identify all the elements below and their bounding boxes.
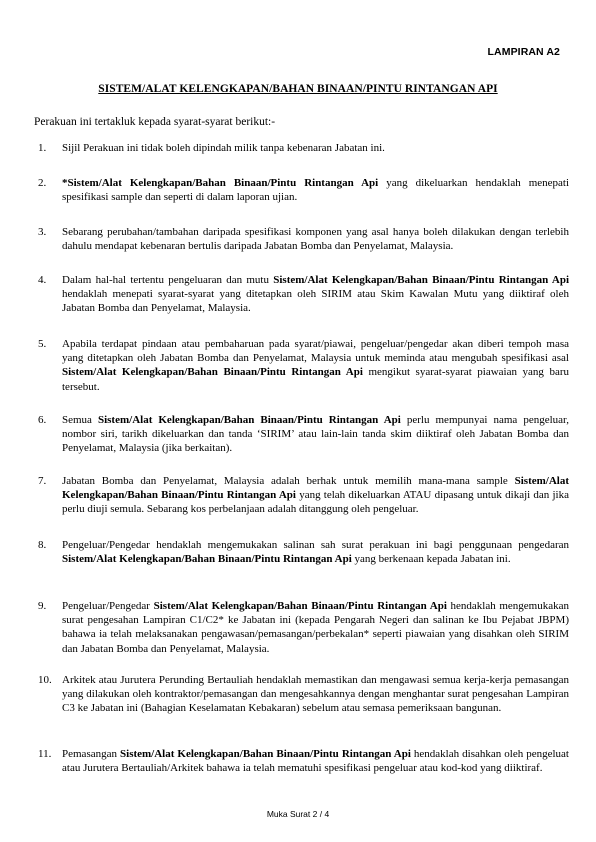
clause-text [62, 673, 569, 716]
clause-item [38, 337, 569, 394]
clause-text-run: hendaklah disahkan oleh pengeluat atau Jurutera Bertauliah/Arkitek bahawa ia telah mematuhi spesifikasi pengeluar atau kod-kod yang diiktiraf. [62, 748, 569, 775]
clause-item [38, 225, 569, 253]
clause-text-run: yang berkenaan kepada Jabatan ini. [351, 553, 511, 566]
clause-text-run: Pengeluar/Pengedar [62, 600, 154, 612]
clause-number: 4. [38, 274, 47, 286]
clause-text-bold: Sistem/Alat Kelengkapan/Bahan Binaan/Pintu Rintangan Api [62, 475, 569, 502]
clause-item [38, 538, 569, 566]
clause-text-run: perlu mempunyai nama pengeluar, nombor siri, tarikh dikeluarkan dan tanda ‘SIRIM’ atau lain-lain tanda skim diiktiraf oleh Jabatan Bomba dan Penyelamat, Malaysia (jika berkaitan). [62, 414, 569, 455]
clause-text [62, 747, 569, 775]
clause-text [62, 599, 569, 656]
intro-text: Perakuan ini tertakluk kepada syarat-syarat berikut:- [34, 116, 276, 128]
clause-number: 11. [38, 748, 52, 760]
clause-text-run: hendaklah mengemukakan surat pengesahan Lampiran C1/C2* ke Jabatan ini (kepada Pengarah Negeri dan salinan ke Ibu Pejabat JBPM) bahawa ia telah melaksanakan pengawasan/pemasangan/perbekalan* seperti piawaian yang disahkan oleh SIRIM dan Jabatan Bomba dan Penyelamat, Malaysia. [62, 600, 569, 655]
clause-text [62, 141, 569, 155]
clause-text-bold: Sistem/Alat Kelengkapan/Bahan Binaan/Pintu Rintangan Api [153, 600, 447, 612]
clause-text [62, 474, 569, 517]
document-title: SISTEM/ALAT KELENGKAPAN/BAHAN BINAAN/PINTU RINTANGAN API [98, 83, 498, 95]
clause-text [62, 538, 569, 566]
clause-text [62, 273, 569, 316]
clause-number: 5. [38, 338, 47, 350]
clause-number: 9. [38, 600, 47, 612]
clause-text-bold: Sistem/Alat Kelengkapan/Bahan Binaan/Pintu Rintangan Api [97, 414, 401, 426]
clause-item [38, 747, 569, 775]
clause-item [38, 141, 569, 155]
clause-item [38, 413, 569, 456]
page-number: Muka Surat 2 / 4 [266, 809, 330, 819]
clause-text-bold: *Sistem/Alat Kelengkapan/Bahan Binaan/Pintu Rintangan Api [62, 177, 379, 189]
clause-item [38, 273, 569, 316]
clause-item [38, 673, 569, 716]
clause-number: 7. [38, 475, 47, 487]
clause-text [62, 413, 569, 456]
clause-text-run: Pemasangan [62, 748, 121, 760]
clause-text-run: Jabatan Bomba dan Penyelamat, Malaysia adalah berhak untuk memilih mana-mana sample [62, 475, 515, 487]
clause-text-bold: Sistem/Alat Kelengkapan/Bahan Binaan/Pintu Rintangan Api [120, 748, 411, 760]
clause-text-run: Pengeluar/Pengedar hendaklah mengemukakan salinan sah surat perakuan ini bagi penggunaan pengedaran [62, 539, 569, 551]
clause-number: 6. [38, 414, 47, 426]
clause-text-run: Semua [62, 414, 98, 426]
clause-text-run: yang dikeluarkan hendaklah menepati spesifikasi sample dan seperti di dalam laporan ujian. [62, 177, 570, 204]
lampiran-label: LAMPIRAN A2 [487, 46, 560, 58]
clause-number: 10. [38, 674, 52, 686]
clause-item [38, 176, 569, 204]
clause-text-run: Dalam hal-hal tertentu pengeluaran dan mutu [62, 274, 274, 286]
clause-number: 3. [38, 226, 47, 238]
clause-text-bold: Sistem/Alat Kelengkapan/Bahan Binaan/Pintu Rintangan Api [62, 553, 352, 566]
clause-number: 8. [38, 539, 47, 551]
clause-text-run: yang telah dikeluarkan ATAU dipasang untuk dikaji dan jika perlu diuji semula. Sebarang kos perbelanjaan adalah ditanggung oleh pengeluar. [62, 489, 569, 516]
clause-text-run: mengikut syarat-syarat piawaian yang baru tersebut. [62, 366, 570, 393]
clause-text [62, 176, 569, 204]
clause-number: 1. [38, 142, 47, 154]
clause-number: 2. [38, 177, 47, 189]
clause-text [62, 225, 569, 253]
clause-text [62, 337, 569, 394]
clause-text-run: Apabila terdapat pindaan atau pembaharuan pada syarat/piawai, pengeluar/pengedar akan diberi tempoh masa yang ditetapkan oleh Jabatan Bomba dan Penyelamat, Malaysia untuk meminda atau mengubah spesifikasi asal [62, 338, 569, 365]
clause-text-run: Arkitek atau Jurutera Perunding Bertauliah hendaklah memastikan dan mengawasi semua kerja-kerja pemasangan yang dilakukan oleh kontraktor/pemasangan dan mengesahkannya dengan menghantar surat pengesahan Lampiran C3 ke Jabatan ini (Bahagian Keselamatan Kebakaran) sebelum atau semasa pemeriksaan bangunan. [62, 674, 569, 715]
clause-text-bold: Sistem/Alat Kelengkapan/Bahan Binaan/Pintu Rintangan Api [273, 274, 569, 286]
clause-text-run: Sijil Perakuan ini tidak boleh dipindah milik tanpa kebenaran Jabatan ini. [62, 142, 385, 154]
clause-item [38, 599, 569, 656]
clause-text-run: hendaklah menepati syarat-syarat yang ditetapkan oleh SIRIM atau Skim Kawalan Mutu yang diiktiraf oleh Jabatan Bomba dan Penyelamat, Malaysia. [62, 288, 569, 315]
clause-item [38, 474, 569, 517]
clause-text-bold: Sistem/Alat Kelengkapan/Bahan Binaan/Pintu Rintangan Api [62, 366, 363, 379]
clause-text-run: Sebarang perubahan/tambahan daripada spesifikasi komponen yang asal hanya boleh dilakukan dengan terlebih dahulu mendapat kebenaran bertulis daripada Jabatan Bomba dan Penyelamat, Malaysia. [62, 226, 569, 253]
